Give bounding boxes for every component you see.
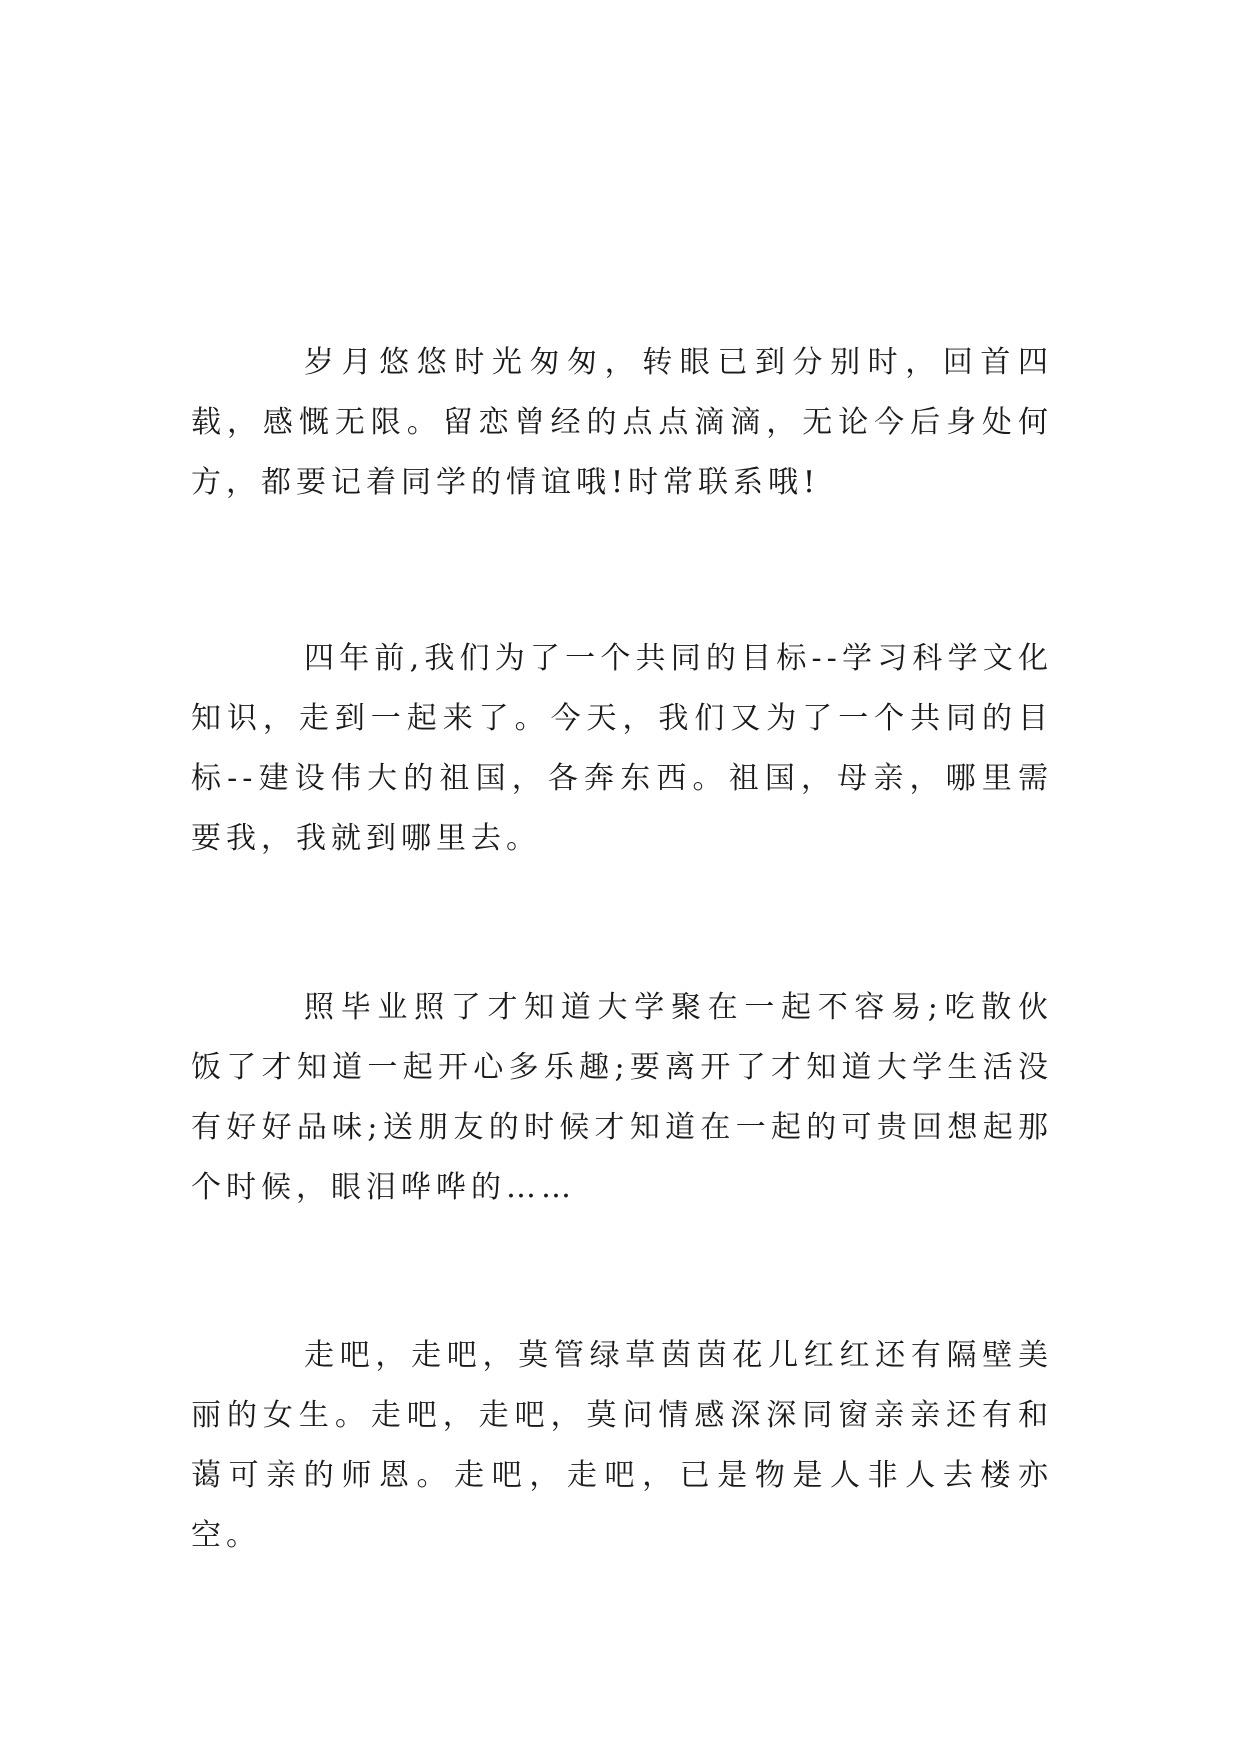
paragraph-common-goal: 四年前,我们为了一个共同的目标--学习科学文化知识，走到一起来了。今天，我们又为了一个共同的目标--建设伟大的祖国，各奔东西。祖国，母亲，哪里需要我，我就到哪里去。: [191, 641, 1053, 856]
paragraph-farewell-years: 岁月悠悠时光匆匆，转眼已到分别时，回首四载，感慨无限。留恋曾经的点点滴滴，无论今后身处何方，都要记着同学的情谊哦!时常联系哦!: [191, 345, 1053, 500]
paragraph-graduation-memories: 照毕业照了才知道大学聚在一起不容易;吃散伙饭了才知道一起开心多乐趣;要离开了才知道大学生活没有好好品味;送朋友的时候才知道在一起的可贵回想起那个时候，眼泪哗哗的……: [191, 990, 1053, 1205]
paragraph-go-forward: 走吧，走吧，莫管绿草茵茵花儿红红还有隔壁美丽的女生。走吧，走吧，莫问情感深深同窗亲亲还有和蔼可亲的师恩。走吧，走吧，已是物是人非人去楼亦空。: [191, 1338, 1053, 1553]
